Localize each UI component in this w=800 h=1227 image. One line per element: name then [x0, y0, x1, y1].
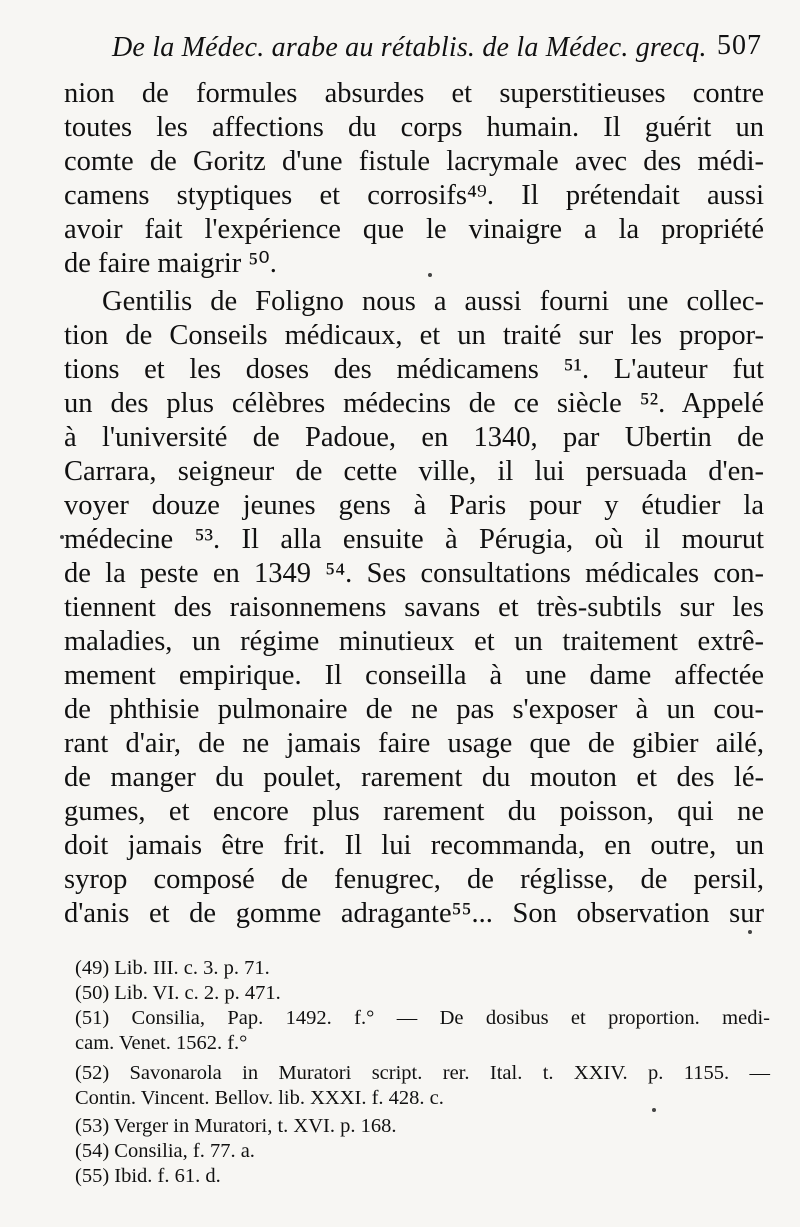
footnote-50: (50) Lib. VI. c. 2. p. 471.	[75, 982, 281, 1004]
text-line: de phthisie pulmonaire de ne pas s'exposer à un cou-	[64, 694, 764, 725]
text-line: voyer douze jeunes gens à Paris pour y étudier la	[64, 490, 764, 521]
text-line: un des plus célèbres médecins de ce siècle ⁵². Appelé	[64, 388, 764, 419]
text-line: d'anis et de gomme adragante⁵⁵... Son observation sur	[64, 898, 764, 929]
text-line: avoir fait l'expérience que le vinaigre a la propriété	[64, 214, 764, 245]
text-line: à l'université de Padoue, en 1340, par Ubertin de	[64, 422, 764, 453]
ink-speck	[428, 273, 432, 277]
ink-speck	[652, 1108, 656, 1112]
footnote-51-cont: cam. Venet. 1562. f.°	[75, 1032, 248, 1054]
footnote-55: (55) Ibid. f. 61. d.	[75, 1165, 221, 1187]
footnote-54: (54) Consilia, f. 77. a.	[75, 1140, 255, 1162]
footnote-49: (49) Lib. III. c. 3. p. 71.	[75, 957, 270, 979]
text-line: Gentilis de Foligno nous a aussi fourni une collec-	[102, 286, 764, 317]
text-line: rant d'air, de ne jamais faire usage que de gibier ailé,	[64, 728, 764, 759]
footnote-53: (53) Verger in Muratori, t. XVI. p. 168.	[75, 1115, 397, 1137]
text-line: maladies, un régime minutieux et un traitement extrê-	[64, 626, 764, 657]
ink-speck	[60, 535, 64, 539]
text-line: de manger du poulet, rarement du mouton et des lé-	[64, 762, 764, 793]
text-line: doit jamais être frit. Il lui recommanda, en outre, un	[64, 830, 764, 861]
text-line: tions et les doses des médicamens ⁵¹. L'auteur fut	[64, 354, 764, 385]
running-title: De la Médec. arabe au rétablis. de la Médec. grecq.	[112, 32, 707, 63]
text-line: de faire maigrir ⁵⁰.	[64, 248, 277, 279]
ink-speck	[748, 930, 752, 934]
text-line: comte de Goritz d'une fistule lacrymale avec des médi-	[64, 146, 764, 177]
text-line: Carrara, seigneur de cette ville, il lui persuada d'en-	[64, 456, 764, 487]
text-line: mement empirique. Il conseilla à une dame affectée	[64, 660, 764, 691]
footnote-51: (51) Consilia, Pap. 1492. f.° — De dosibus et proportion. medi-	[75, 1007, 770, 1029]
footnote-52-cont: Contin. Vincent. Bellov. lib. XXXI. f. 428. c.	[75, 1087, 444, 1109]
text-line: tiennent des raisonnemens savans et très-subtils sur les	[64, 592, 764, 623]
text-line: nion de formules absurdes et superstitieuses contre	[64, 78, 764, 109]
page-number: 507	[717, 30, 762, 61]
text-line: médecine ⁵³. Il alla ensuite à Pérugia, où il mourut	[64, 524, 764, 555]
text-line: syrop composé de fenugrec, de réglisse, de persil,	[64, 864, 764, 895]
text-line: camens styptiques et corrosifs⁴⁹. Il prétendait aussi	[64, 180, 764, 211]
text-line: de la peste en 1349 ⁵⁴. Ses consultations médicales con-	[64, 558, 764, 589]
text-line: tion de Conseils médicaux, et un traité sur les propor-	[64, 320, 764, 351]
text-line: gumes, et encore plus rarement du poisson, qui ne	[64, 796, 764, 827]
text-line: toutes les affections du corps humain. Il guérit un	[64, 112, 764, 143]
running-header	[112, 26, 762, 70]
footnote-52: (52) Savonarola in Muratori script. rer. Ital. t. XXIV. p. 1155. —	[75, 1062, 770, 1084]
